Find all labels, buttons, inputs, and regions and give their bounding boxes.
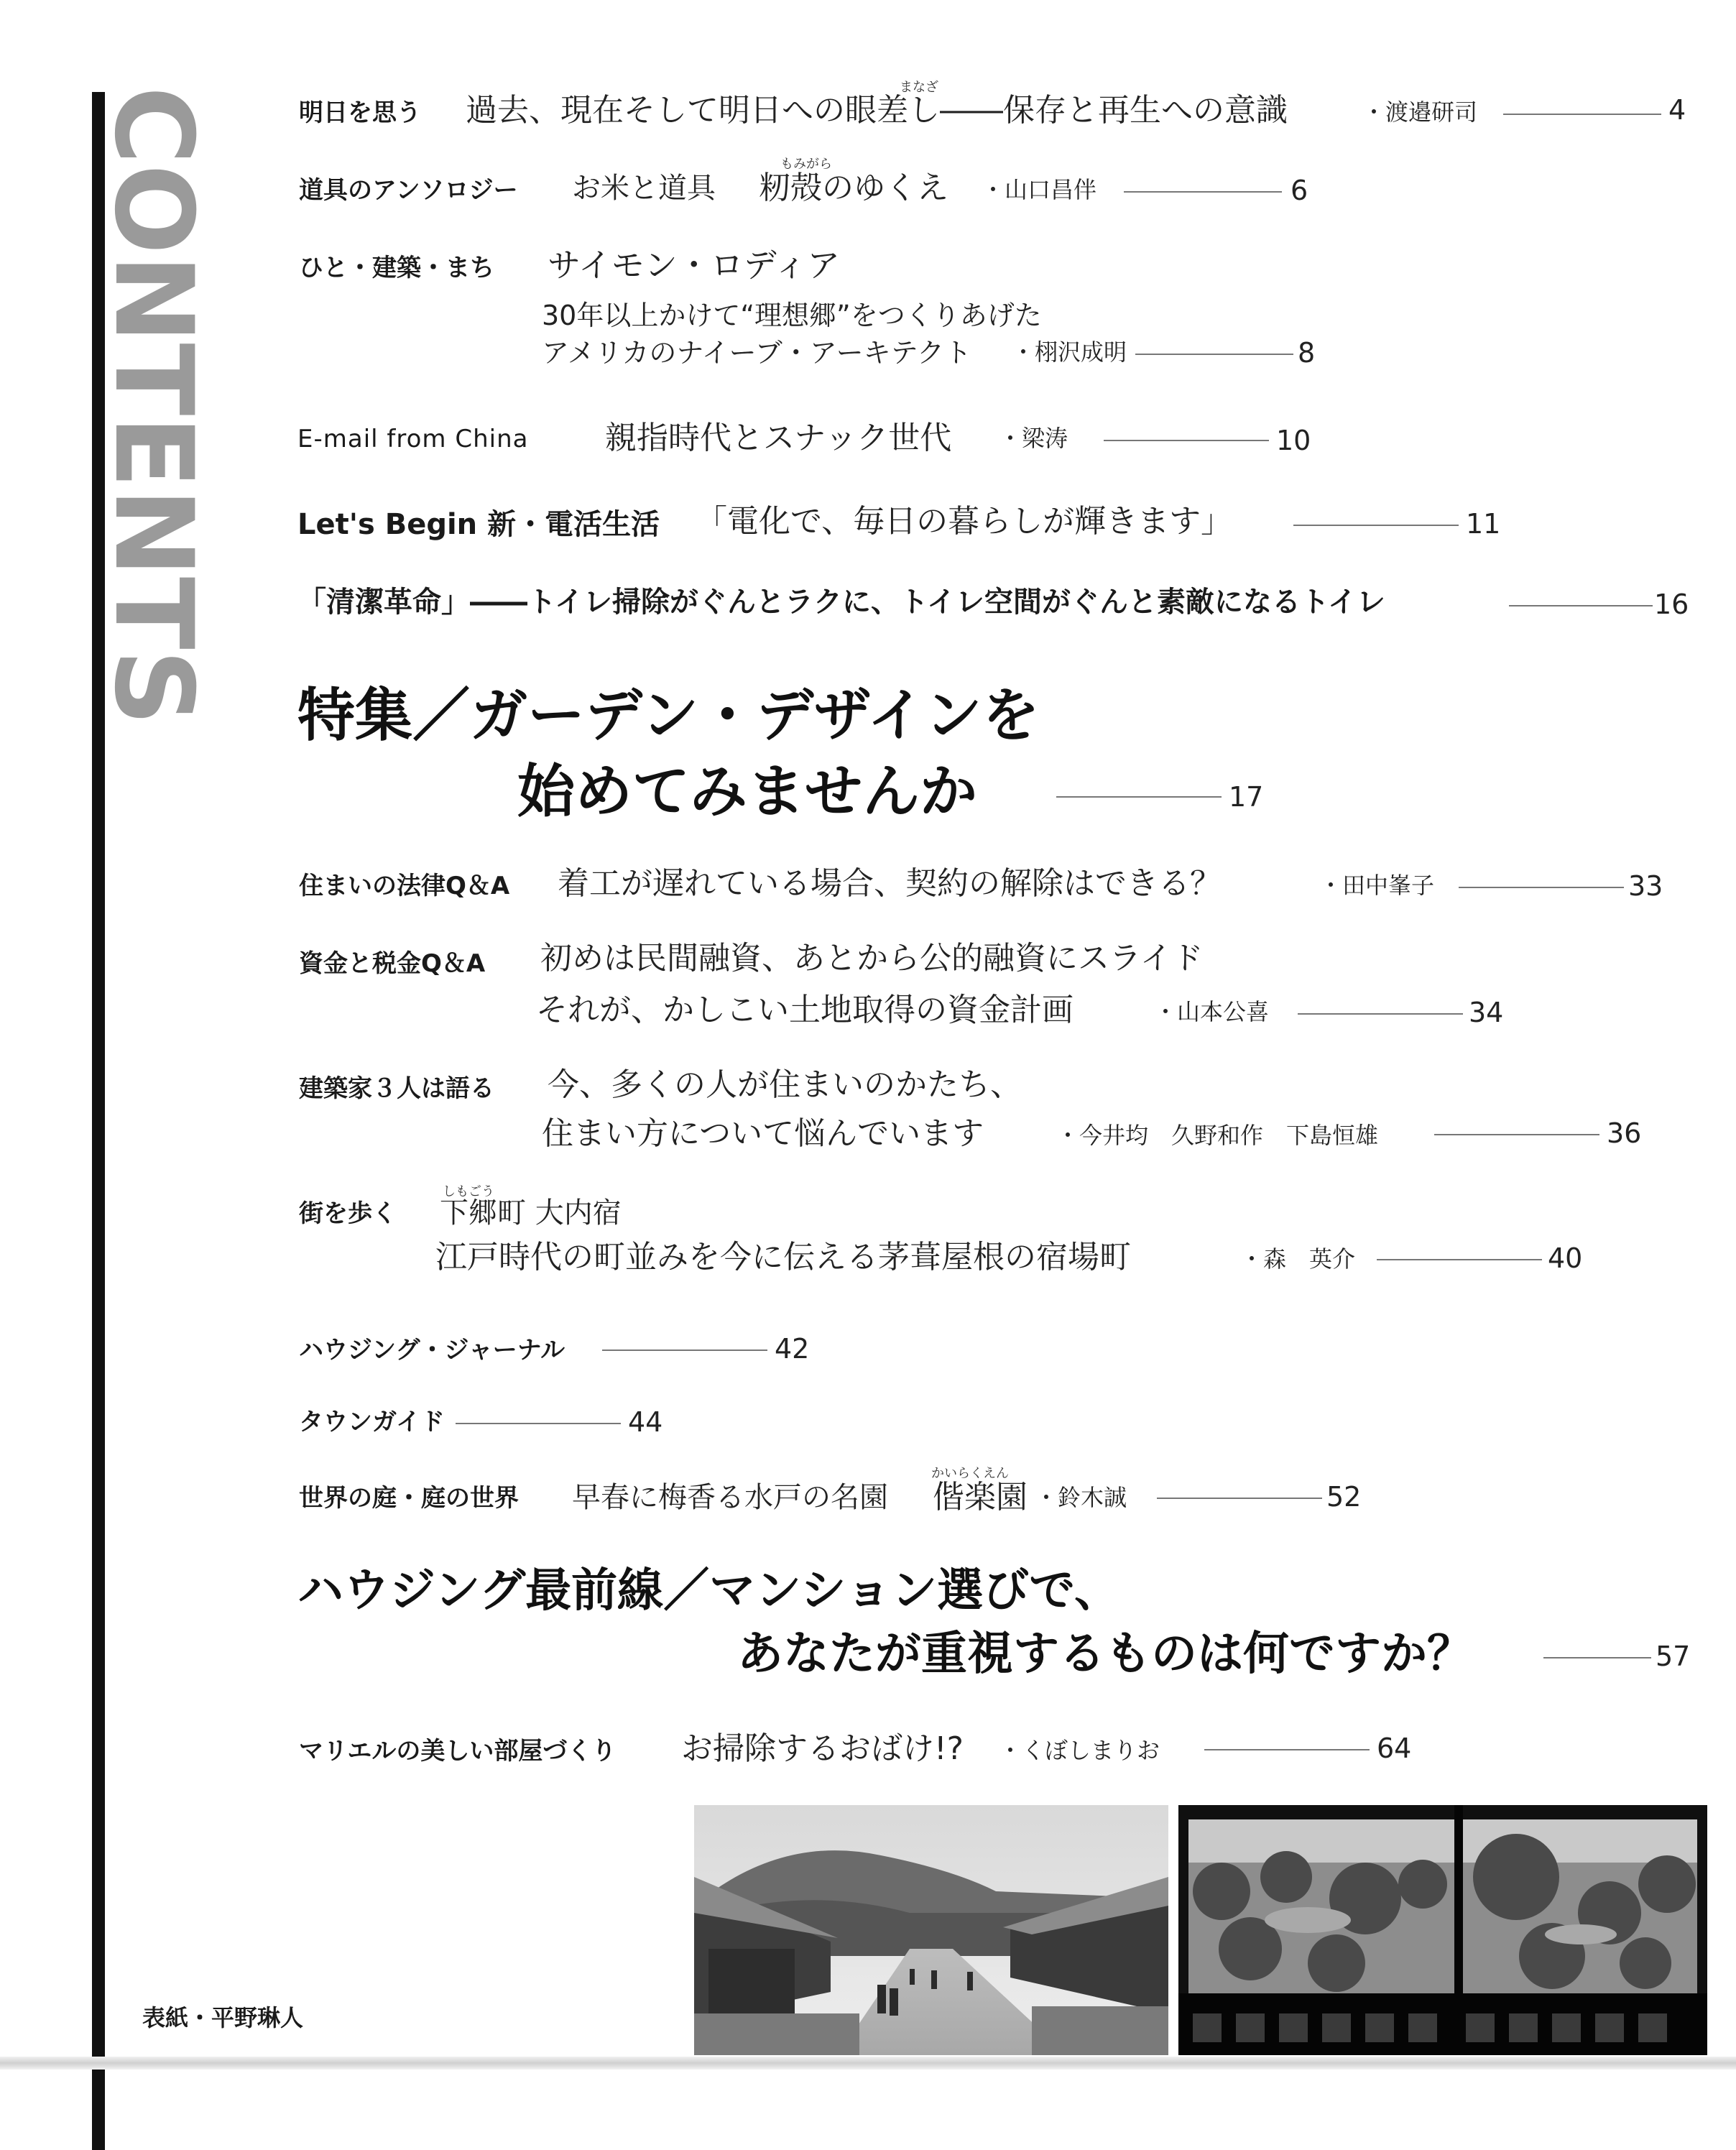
- entry-title: 今、多くの人が住まいのかたち、: [548, 1066, 1022, 1103]
- entry-label: マリエルの美しい部屋づくり: [299, 1737, 617, 1766]
- entry-line-2: 住まい方について悩んでいます: [542, 1115, 984, 1152]
- leader-line: [1543, 1657, 1651, 1658]
- feature-title-line-2: あなたが重視するものは何ですか？: [737, 1628, 1473, 1681]
- page-number: 6: [1291, 175, 1308, 206]
- entry-author: ・くぼしまりお: [999, 1737, 1160, 1764]
- entry-label: タウンガイド: [299, 1408, 445, 1436]
- page-number: 52: [1326, 1481, 1362, 1513]
- entry-label: 住まいの法律Q＆A: [299, 872, 510, 900]
- entry-title: サイモン・ロディア: [548, 246, 841, 285]
- leader-line: [1298, 1013, 1463, 1015]
- page-number: 36: [1607, 1117, 1642, 1149]
- entry-label: 建築家３人は語る: [299, 1074, 494, 1103]
- entry-title: 下郷町 大内宿: [440, 1196, 622, 1229]
- entry-author: ・今井均 久野和作 下島恒雄: [1056, 1122, 1379, 1149]
- feature-title-line-1: ハウジング最前線／マンション選びで、: [297, 1564, 1120, 1618]
- contents-heading: [91, 86, 216, 736]
- entry-label: E-mail from China: [297, 425, 529, 453]
- ruby-text: まなざ: [900, 80, 938, 95]
- entry-subtitle: 早春に梅香る水戸の名園: [572, 1481, 888, 1514]
- cover-credit: 表紙・平野琳人: [142, 2004, 304, 2031]
- entry-title: 「電化で、毎日の暮らしが輝きます」: [696, 503, 1233, 540]
- page-number: 4: [1668, 94, 1686, 126]
- leader-line: [1377, 1259, 1542, 1260]
- entry-label: 道具のアンソロジー: [299, 176, 518, 205]
- entry-title: 籾殻のゆくえ: [759, 170, 948, 206]
- leader-line: [1293, 525, 1459, 526]
- entry-label: 街を歩く: [299, 1199, 397, 1228]
- leader-line: [1509, 605, 1653, 606]
- leader-line: [1056, 796, 1222, 798]
- leader-line: [1503, 114, 1661, 115]
- feature-title-line-1: 特集／ガーデン・デザインを: [297, 682, 1040, 749]
- entry-author: ・梁涛: [999, 425, 1068, 452]
- page-number: 40: [1548, 1242, 1583, 1274]
- leader-line: [1204, 1749, 1370, 1750]
- entry-title: 偕楽園: [933, 1479, 1028, 1515]
- entry-label: 世界の庭・庭の世界: [299, 1484, 519, 1513]
- entry-title: 初めは民間融資、あとから公的融資にスライド: [540, 940, 1204, 977]
- entry-author: ・山本公喜: [1154, 998, 1270, 1025]
- entry-author: ・田中峯子: [1319, 872, 1435, 899]
- entry-title: 親指時代とスナック世代: [605, 420, 952, 456]
- entry-line-2: それが、かしこい土地取得の資金計画: [536, 992, 1074, 1028]
- entry-subtitle: お米と道具: [572, 172, 716, 205]
- ruby-text: かいらくえん: [931, 1466, 1009, 1481]
- photo-ouchijuku-street: [694, 1805, 1168, 2055]
- ruby-text: もみがら: [780, 157, 832, 172]
- page-number: 10: [1276, 425, 1311, 456]
- page-number: 11: [1466, 508, 1501, 540]
- entry-author: ・鈴木誠: [1035, 1484, 1127, 1511]
- page-number: 42: [775, 1333, 810, 1365]
- entry-line-3: アメリカのナイーブ・アーキテクト: [542, 337, 972, 369]
- entry-author: ・山口昌伴: [982, 176, 1097, 203]
- entry-label: ハウジング・ジャーナル: [299, 1336, 565, 1365]
- entry-label: Let's Begin 新・電活生活: [297, 508, 660, 541]
- page-number: 57: [1656, 1641, 1691, 1672]
- leader-line: [456, 1423, 621, 1424]
- photo-kairakuen-garden: [1178, 1805, 1707, 2055]
- leader-line: [1459, 887, 1624, 888]
- bottom-band: [0, 2057, 1736, 2070]
- page-number: 17: [1229, 781, 1264, 813]
- entry-label: 資金と税金Q＆A: [299, 949, 486, 978]
- entry-line-2: 30年以上かけて“理想郷”をつくりあげた: [542, 300, 1042, 331]
- leader-line: [1135, 354, 1293, 355]
- page-number: 34: [1469, 997, 1504, 1028]
- entry-author: ・森 英介: [1240, 1245, 1356, 1273]
- leader-line: [1104, 440, 1269, 441]
- entry-author: ・渡邉研司: [1362, 98, 1478, 126]
- entry-label: ひと・建築・まち: [299, 254, 494, 282]
- entry-line-2: 江戸時代の町並みを今に伝える茅葺屋根の宿場町: [435, 1239, 1131, 1275]
- ruby-text: しもごう: [443, 1184, 494, 1199]
- entry-label: 明日を思う: [299, 98, 421, 127]
- entry-title: 着工が遅れている場合、契約の解除はできる？: [558, 865, 1222, 902]
- entry-label: 「清潔革命」――トイレ掃除がぐんとラクに、トイレ空間がぐんと素敵になるトイレ: [297, 586, 1385, 619]
- feature-title-line-2: 始めてみませんか: [517, 758, 977, 825]
- page-number: 64: [1377, 1733, 1412, 1764]
- entry-author: ・栩沢成明: [1012, 338, 1127, 366]
- page-number: 44: [628, 1406, 663, 1438]
- contents-heading-text: CONTENTS: [91, 86, 216, 736]
- leader-line: [1157, 1498, 1322, 1499]
- leader-line: [1124, 191, 1282, 193]
- page-number: 16: [1654, 589, 1689, 620]
- entry-title: 過去、現在そして明日への眼差し――保存と再生への意識: [466, 92, 1288, 129]
- page-number: 33: [1628, 870, 1663, 902]
- entry-title: お掃除するおばけ!?: [681, 1730, 964, 1767]
- leader-line: [1434, 1134, 1599, 1135]
- page-number: 8: [1298, 337, 1316, 369]
- leader-line: [602, 1349, 767, 1351]
